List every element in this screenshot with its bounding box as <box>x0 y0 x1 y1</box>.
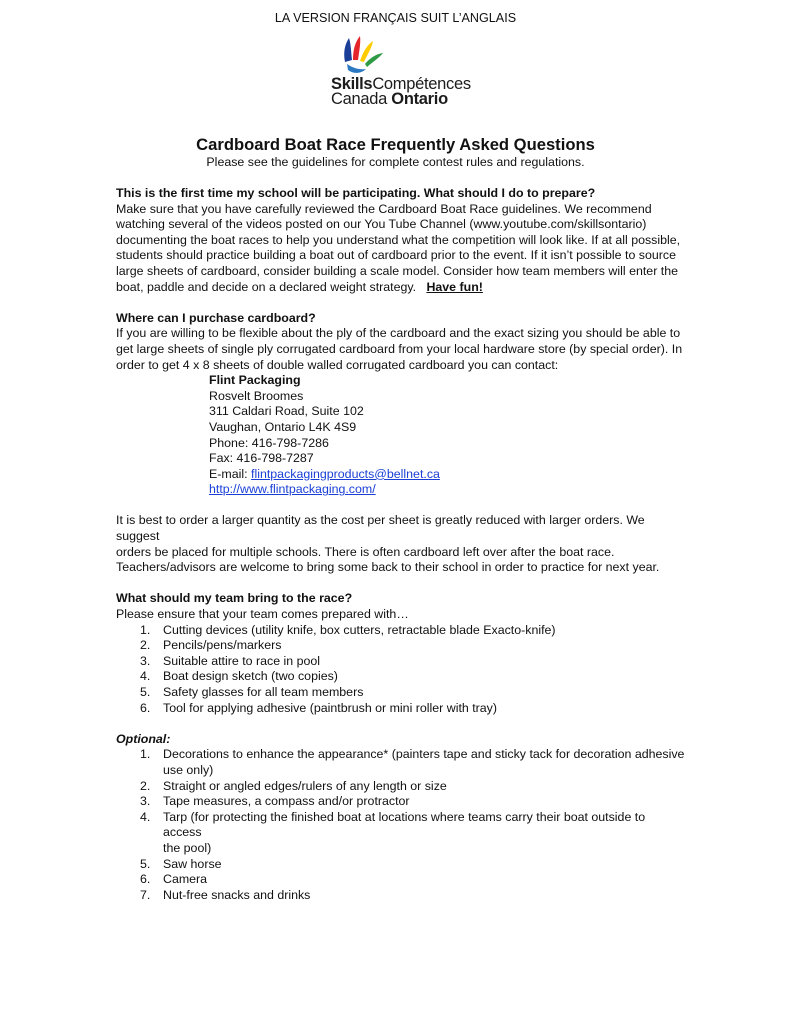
list-item-number: 2. <box>140 638 151 653</box>
list-item-number: 2. <box>140 778 151 793</box>
list-item-text-cont: use only) <box>163 762 214 777</box>
faq1-line: documenting the boat races to help you understand what the competition will look like. If at all possible, <box>116 232 681 247</box>
list-item-number: 1. <box>140 622 151 637</box>
list-item-text: Straight or angled edges/rulers of any length or size <box>163 778 447 793</box>
faq2-followup-line: It is best to order a larger quantity as the cost per sheet is greatly reduced with larger orders. We suggest <box>116 513 645 544</box>
list-item-number: 4. <box>140 669 151 684</box>
list-item <box>116 669 686 685</box>
list-item-text: Tape measures, a compass and/or protractor <box>163 794 410 809</box>
logo-canada: Canada <box>331 90 392 108</box>
faq2-followup-line: orders be placed for multiple schools. There is often cardboard left over after the boat race. <box>116 544 615 559</box>
list-item-text: Cutting devices (utility knife, box cutters, retractable blade Exacto-knife) <box>163 622 556 637</box>
page-title: Cardboard Boat Race Frequently Asked Questions <box>196 135 595 154</box>
faq1-last-line <box>116 280 686 296</box>
faq1-question: This is the first time my school will be participating. What should I do to prepare? <box>116 186 596 200</box>
list-item <box>116 779 686 795</box>
faq1-line: watching several of the videos posted on our You Tube Channel (www.youtube.com/skillsontario) <box>116 217 647 232</box>
list-item <box>116 638 686 654</box>
contact-phone: Phone: 416-798-7286 <box>209 435 329 450</box>
list-item-text-cont: the pool) <box>163 840 212 855</box>
list-item-text: Tarp (for protecting the finished boat at locations where teams carry their boat outside to access <box>163 809 646 840</box>
list-item <box>116 794 686 810</box>
list-item-text: Safety glasses for all team members <box>163 685 364 699</box>
list-item-text: Nut-free snacks and drinks <box>163 887 311 902</box>
logo-skills: Skills <box>331 75 373 93</box>
list-item-text: Saw horse <box>163 856 222 871</box>
faq2-line: get large sheets of single ply corrugated cardboard from your local hardware store (by special order). In <box>116 341 683 356</box>
contact-address2: Vaughan, Ontario L4K 4S9 <box>209 419 357 434</box>
list-item <box>116 747 686 778</box>
email-link[interactable]: flintpackagingproducts@bellnet.ca <box>251 466 440 481</box>
contact-fax: Fax: 416-798-7287 <box>209 451 314 466</box>
faq1-line: large sheets of cardboard, consider building a scale model. Consider how team members will enter the <box>116 263 678 278</box>
faq-content <box>116 186 686 903</box>
list-item-number: 3. <box>140 653 151 668</box>
list-item <box>116 701 686 717</box>
list-item-number: 1. <box>140 747 151 762</box>
contact-email-row <box>209 467 686 483</box>
list-item <box>116 654 686 670</box>
list-item <box>116 872 686 888</box>
faq2-question: Where can I purchase cardboard? <box>116 310 316 325</box>
contact-person: Rosvelt Broomes <box>209 388 304 403</box>
logo-hand-icon <box>339 34 387 80</box>
faq2-followup-line: Teachers/advisors are welcome to bring some back to their school in order to practice for next year. <box>116 560 660 575</box>
list-item <box>116 810 686 857</box>
website-link[interactable]: http://www.flintpackaging.com/ <box>209 482 376 497</box>
have-fun-emphasis: Have fun! <box>426 279 483 294</box>
list-item <box>116 857 686 873</box>
list-item-text: Boat design sketch (two copies) <box>163 669 338 684</box>
contact-website-row <box>209 482 686 498</box>
list-item-number: 7. <box>140 887 151 902</box>
list-item-text: Decorations to enhance the appearance* (painters tape and sticky tack for decoration adhesive <box>163 747 685 762</box>
faq2-line: If you are willing to be flexible about the ply of the cardboard and the exact sizing you should be able to <box>116 326 681 341</box>
faq1-line: students should practice building a boat out of cardboard prior to the event. If it isn’t possible to source <box>116 248 676 263</box>
contact-address1: 311 Caldari Road, Suite 102 <box>209 404 364 419</box>
list-item-number: 4. <box>140 809 151 824</box>
list-item-number: 5. <box>140 856 151 871</box>
faq1-line: Make sure that you have carefully reviewed the Cardboard Boat Race guidelines. We recommend <box>116 201 652 216</box>
language-note: LA VERSION FRANÇAIS SUIT L’ANGLAIS <box>274 11 517 25</box>
list-item-text: Pencils/pens/markers <box>163 638 282 653</box>
list-item <box>116 888 686 904</box>
list-item-number: 5. <box>140 685 151 699</box>
list-item-text: Suitable attire to race in pool <box>163 653 321 668</box>
optional-label: Optional: <box>116 731 171 746</box>
logo-ontario: Ontario <box>391 90 448 108</box>
faq1-last-text: boat, paddle and decide on a declared weight strategy. <box>116 279 427 294</box>
list-item-text: Tool for applying adhesive (paintbrush or mini roller with tray) <box>163 700 498 715</box>
contact-company: Flint Packaging <box>209 373 301 388</box>
page-subtitle: Please see the guidelines for complete contest rules and regulations. <box>206 155 585 169</box>
list-item-text: Camera <box>163 872 208 887</box>
skills-ontario-logo <box>331 34 471 108</box>
list-item <box>116 623 686 639</box>
list-item-number: 6. <box>140 700 151 715</box>
list-item-number: 6. <box>140 872 151 887</box>
faq3-question: What should my team bring to the race? <box>116 591 353 606</box>
list-item-number: 3. <box>140 794 151 809</box>
list-item <box>116 685 686 701</box>
faq3-intro: Please ensure that your team comes prepared with… <box>116 607 409 622</box>
optional-items-list <box>116 747 686 903</box>
required-items-list <box>116 623 686 717</box>
contact-block <box>209 373 686 498</box>
email-label: E-mail: <box>209 466 251 481</box>
logo-competences: Compétences <box>372 75 471 93</box>
faq2-line: order to get 4 x 8 sheets of double walled corrugated cardboard you can contact: <box>116 357 559 372</box>
logo-wordmark <box>331 77 471 107</box>
